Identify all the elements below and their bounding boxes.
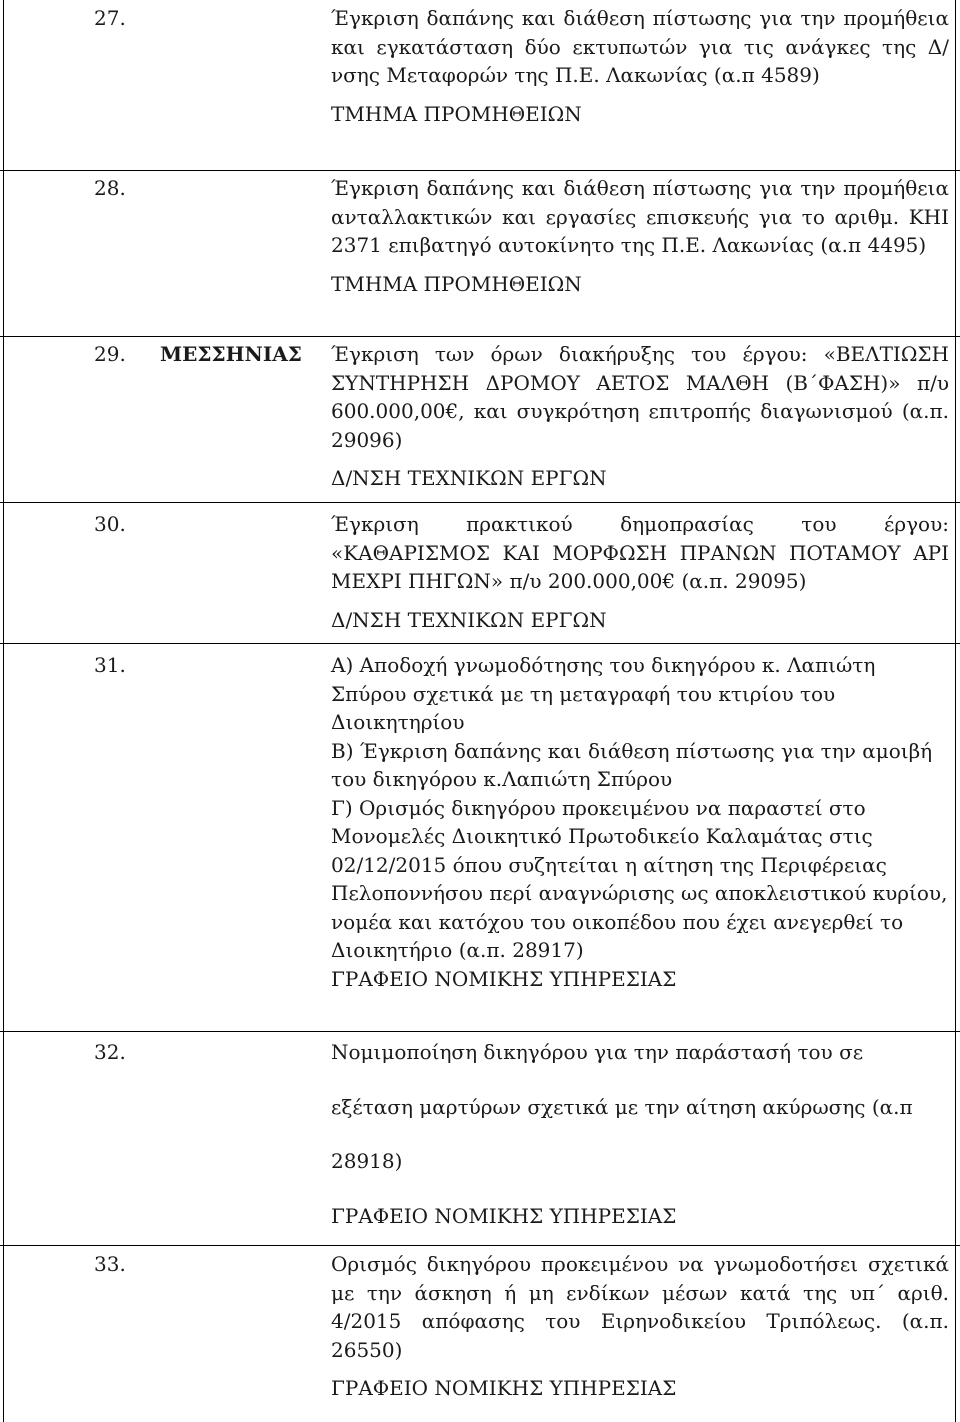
item-department: ΓΡΑΦΕΙΟ ΝΟΜΙΚΗΣ ΥΠΗΡΕΣΙΑΣ bbox=[331, 1376, 677, 1400]
item-description bbox=[331, 4, 949, 128]
item-number: 28. bbox=[94, 176, 126, 200]
item-department: ΤΜΗΜΑ ΠΡΟΜΗΘΕΙΩΝ bbox=[331, 101, 582, 126]
row-divider bbox=[0, 1031, 960, 1032]
item-description bbox=[331, 1038, 949, 1230]
item-number: 29. bbox=[94, 342, 126, 366]
item-department: ΓΡΑΦΕΙΟ ΝΟΜΙΚΗΣ ΥΠΗΡΕΣΙΑΣ bbox=[331, 1203, 677, 1228]
item-number: 33. bbox=[94, 1252, 126, 1276]
item-department: ΓΡΑΦΕΙΟ ΝΟΜΙΚΗΣ ΥΠΗΡΕΣΙΑΣ bbox=[331, 966, 677, 991]
item-department: Δ/ΝΣΗ ΤΕΧΝΙΚΩΝ ΕΡΓΩΝ bbox=[331, 607, 607, 632]
row-divider bbox=[0, 170, 960, 171]
item-description bbox=[331, 1250, 949, 1402]
item-number: 32. bbox=[94, 1040, 126, 1064]
row-divider bbox=[0, 1245, 960, 1246]
item-department: Δ/ΝΣΗ ΤΕΧΝΙΚΩΝ ΕΡΓΩΝ bbox=[331, 466, 607, 490]
item-text: Έγκριση των όρων διακήρυξης του έργου: «ΒΕΛΤΙΩΣΗ ΣΥΝΤΗΡΗΣΗ ΔΡΟΜΟΥ ΑΕΤΟΣ ΜΑΛΘΗ (Β΄ΦΑΣΗ)» π/υ 600.000,00€, και συγκρότηση επιτροπής διαγωνισμού (α.π. 29096) bbox=[331, 342, 949, 452]
item-region: ΜΕΣΣΗΝΙΑΣ bbox=[160, 342, 302, 366]
item-description bbox=[331, 174, 949, 298]
item-text-c: Γ) Ορισμός δικηγόρου προκειμένου να παραστεί στο Μονομελές Διοικητικό Πρωτοδικείο Καλαμάτας στις 02/12/2015 όπου συζητείται η αίτηση της Περιφέρειας Πελοποννήσου περί αναγνώρισης ως αποκλειστικού κυρίου, νομέα και κατόχου του οικοπέδου που έχει ανεγερθεί το Διοικητήριο (α.π. 28917) bbox=[331, 795, 948, 962]
item-text: Έγκριση πρακτικού δημοπρασίας του έργου: «ΚΑΘΑΡΙΣΜΟΣ ΚΑΙ ΜΟΡΦΩΣΗ ΠΡΑΝΩΝ ΠΟΤΑΜΟΥ ΑΡΙ ΜΕΧΡΙ ΠΗΓΩΝ» π/υ 200.000,00€ (α.π. 29095) bbox=[331, 512, 949, 593]
item-number: 31. bbox=[94, 653, 126, 677]
item-description bbox=[331, 510, 949, 634]
item-text-line: εξέταση μαρτύρων σχετικά με την αίτηση ακύρωσης (α.π bbox=[331, 1094, 913, 1119]
item-text: Ορισμός δικηγόρου προκειμένου να γνωμοδοτήσει σχετικά με την άσκηση ή μη ενδίκων μέσων κατά της υπ΄ αριθ. 4/2015 απόφασης του Ειρηνοδικείου Τριπόλεως. (α.π. 26550) bbox=[331, 1252, 949, 1362]
item-number: 27. bbox=[94, 6, 126, 30]
item-department: ΤΜΗΜΑ ΠΡΟΜΗΘΕΙΩΝ bbox=[331, 271, 582, 296]
item-text-a: Α) Αποδοχή γνωμοδότησης του δικηγόρου κ. Λαπιώτη Σπύρου σχετικά με τη μεταγραφή του κτιρίου του Διοικητηρίου bbox=[331, 653, 876, 734]
table-border-left bbox=[3, 0, 4, 1422]
item-text: Έγκριση δαπάνης και διάθεση πίστωσης για την προμήθεια και εγκατάσταση δύο εκτυπωτών για τις ανάγκες της Δ/νσης Μεταφορών της Π.Ε. Λακωνίας (α.π 4589) bbox=[331, 6, 949, 87]
item-description bbox=[331, 651, 949, 993]
item-text-line: 28918) bbox=[331, 1149, 403, 1173]
item-number: 30. bbox=[94, 512, 126, 536]
item-text-b: Β) Έγκριση δαπάνης και διάθεση πίστωσης για την αμοιβή του δικηγόρου κ.Λαπιώτη Σπύρου bbox=[331, 738, 933, 791]
row-divider bbox=[0, 502, 960, 503]
item-text: Έγκριση δαπάνης και διάθεση πίστωσης για την προμήθεια ανταλλακτικών και εργασίες επισκευής για το αριθμ. ΚΗΙ 2371 επιβατηγό αυτοκίνητο της Π.Ε. Λακωνίας (α.π 4495) bbox=[331, 176, 949, 257]
item-text-line: Νομιμοποίηση δικηγόρου για την παράστασή του σε bbox=[331, 1040, 864, 1064]
row-divider bbox=[0, 336, 960, 337]
row-divider bbox=[0, 643, 960, 644]
item-description bbox=[331, 340, 949, 492]
table-border-right bbox=[955, 0, 956, 1422]
